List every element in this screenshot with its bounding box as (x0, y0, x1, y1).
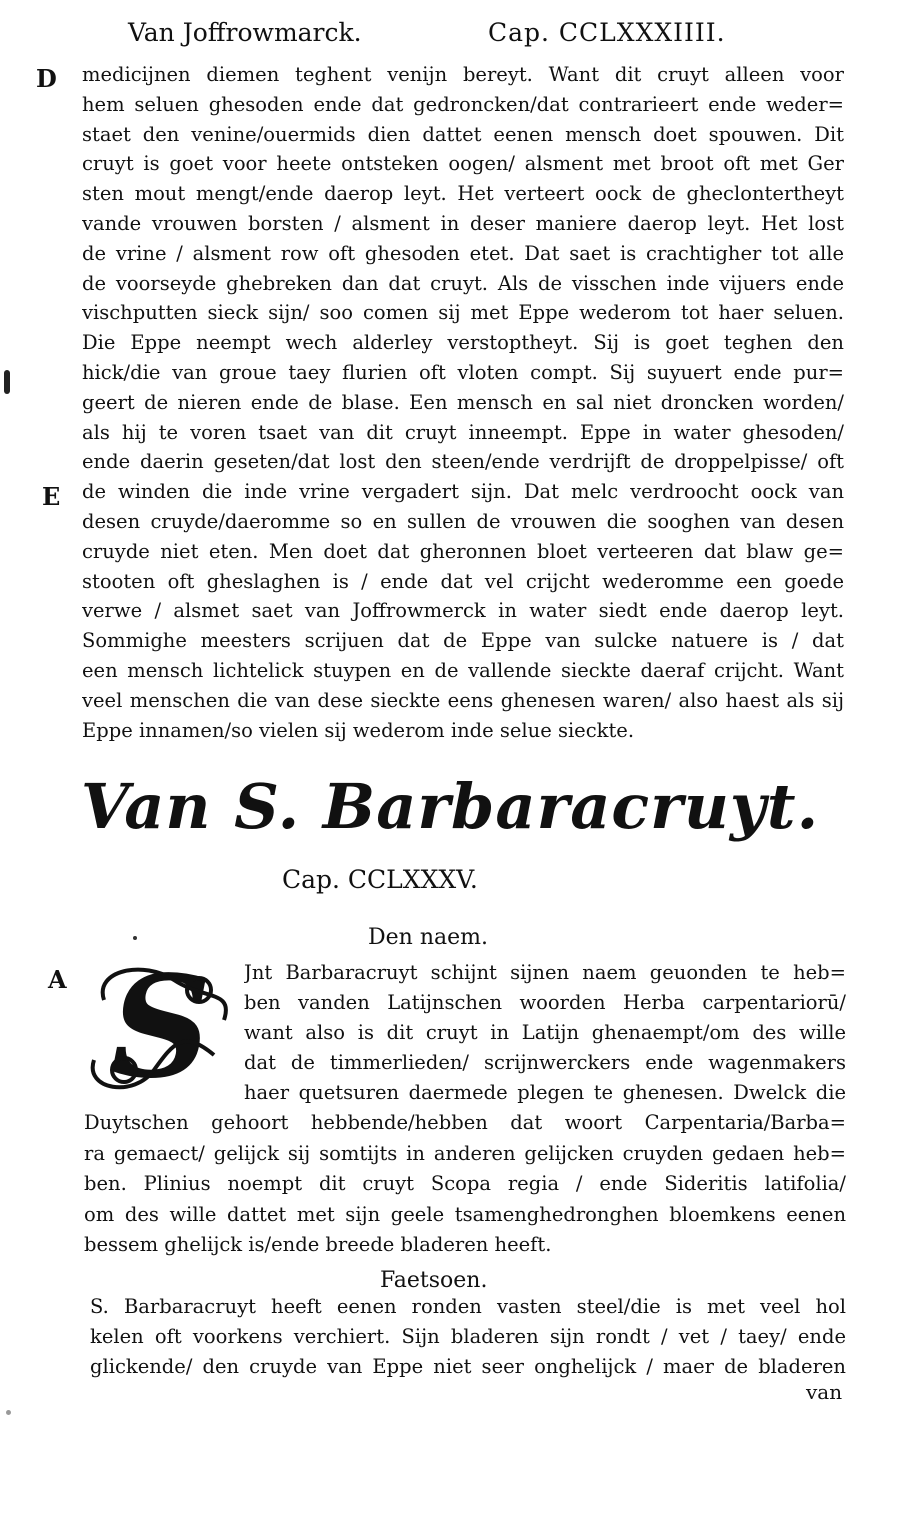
text-line: vande vrouwen borsten / alsment in deser maniere daerop leyt. Het lost (82, 212, 844, 235)
decorated-initial: S (110, 946, 212, 1110)
subheading-name: Den naem. (368, 925, 488, 950)
text-line: de voorseyde ghebreken dan dat cruyt. Als de visschen inde vijuers ende (82, 271, 844, 295)
text-line: de winden die inde vrine vergadert sijn. Dat melc verdroocht oock van (82, 480, 844, 504)
running-header-title: Van Joffrowmarck. (128, 18, 362, 47)
text-line: sten mout mengt/ende daerop leyt. Het verteert oock de gheclontertheyt (82, 182, 844, 206)
text-line: want also is dit cruyt in Latijn ghenaempt/om des wille (244, 1021, 846, 1044)
text-line: ende daerin geseten/dat lost den steen/ende verdrijft de droppelpisse/ oft (82, 450, 844, 474)
text-line: medicijnen diemen teghent venijn bereyt. Want dit cruyt alleen voor (82, 63, 844, 86)
text-line: cruyt is goet voor heete ontsteken oogen/ alsment met broot oft met Ger (82, 152, 844, 176)
page-edge-mark (4, 370, 10, 394)
text-line: veel menschen die van dese sieckte eens ghenesen waren/ also haest als sij (82, 688, 844, 712)
text-line: Sommighe meesters scrijuen dat de Eppe van sulcke natuere is / dat (82, 629, 844, 653)
subheading-form: Faetsoen. (380, 1268, 488, 1293)
text-line: Eppe innamen/so vielen sij wederom inde selue sieckte. (82, 718, 635, 742)
text-line: dat de timmerlieden/ scrijnwerckers ende wagenmakers (244, 1051, 846, 1074)
text-line: stooten oft gheslaghen is / ende dat vel crijcht wederomme een goede (82, 569, 844, 593)
margin-marker-a: A (48, 965, 67, 994)
text-line: hem seluen ghesoden ende dat gedroncken/dat contrarieert ende weder= (82, 92, 844, 116)
text-line: cruyde niet eten. Men doet dat gheronnen bloet verteeren dat blaw ge= (82, 539, 844, 563)
text-line: vischputten sieck sijn/ soo comen sij met Eppe wederom tot haer seluen. (82, 301, 844, 325)
text-line: desen cruyde/daeromme so en sullen de vrouwen die sooghen van desen (82, 510, 844, 533)
text-line: om des wille dattet met sijn geele tsamenghedronghen bloemkens eenen (84, 1202, 846, 1226)
text-line: geert de nieren ende de blase. Een mensch en sal niet droncken worden/ (82, 390, 844, 414)
text-line: glickende/ den cruyde van Eppe niet seer onghelijck / maer de bladeren (90, 1355, 846, 1378)
text-line: Jnt Barbaracruyt schijnt sijnen naem geuonden te heb= (244, 961, 846, 984)
text-line: Die Eppe neempt wech alderley verstoptheyt. Sij is goet teghen den (82, 331, 844, 355)
text-line: ben. Plinius noempt dit cruyt Scopa regia / ende Sideritis latifolia/ (84, 1172, 846, 1195)
text-line: verwe / alsmet saet van Joffrowmerck in water siedt ende daerop leyt. (82, 599, 844, 623)
text-line: de vrine / alsment row oft ghesoden etet. Dat saet is crachtigher tot alle (82, 241, 844, 265)
section-chapter: Cap. CCLXXXV. (282, 865, 478, 894)
text-line: als hij te voren tsaet van dit cruyt inneempt. Eppe in water ghesoden/ (82, 420, 844, 444)
text-line: kelen oft voorkens verchiert. Sijn bladeren sijn rondt / vet / taey/ ende (90, 1325, 846, 1348)
text-line: hick/die van groue taey flurien oft vloten compt. Sij suyuert ende pur= (82, 361, 844, 384)
text-line: een mensch lichtelick stuypen en de vallende sieckte daeraf crijcht. Want (82, 659, 844, 682)
margin-marker-d: D (36, 64, 57, 93)
text-line: S. Barbaracruyt heeft eenen ronden vasten steel/die is met veel hol (90, 1295, 846, 1318)
catchword: van (806, 1380, 843, 1404)
text-line: ra gemaect/ gelijck sij somtijts in anderen gelijcken cruyden gedaen heb= (84, 1141, 846, 1165)
page-edge-dot (6, 1410, 11, 1415)
initial-flourish-icon (84, 946, 240, 1110)
section-title: Van S. Barbaracruyt. (80, 770, 820, 843)
running-header-chapter: Cap. CCLXXXIIII. (488, 18, 726, 47)
text-line: ben vanden Latijnschen woorden Herba carpentariorū/ (244, 991, 846, 1014)
text-line: Duytschen gehoort hebbende/hebben dat woort Carpentaria/Barba= (84, 1111, 846, 1134)
text-line: bessem ghelijck is/ende breede bladeren heeft. (84, 1233, 552, 1256)
ink-dot (133, 936, 137, 940)
text-line: haer quetsuren daermede plegen te ghenesen. Dwelck die (244, 1081, 846, 1104)
text-line: staet den venine/ouermids dien dattet eenen mensch doet spouwen. Dit (82, 122, 844, 146)
margin-marker-e: E (42, 482, 61, 511)
